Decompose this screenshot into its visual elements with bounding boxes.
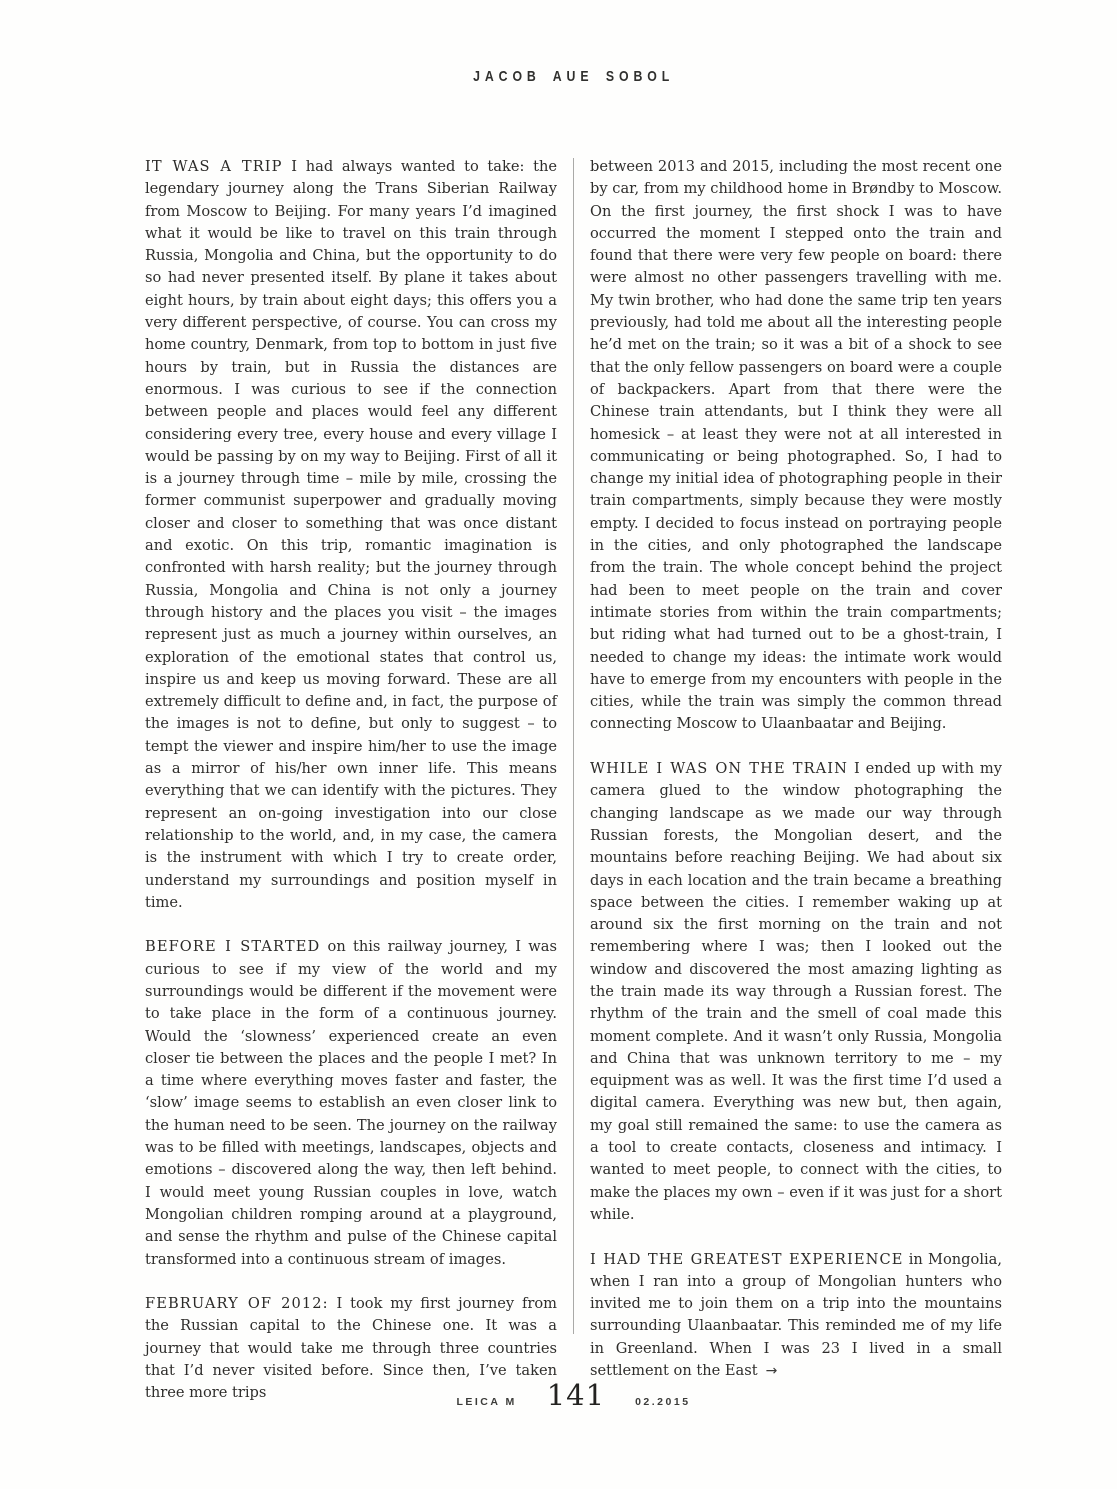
paragraph-text: between 2013 and 2015, including the most recent one by car, from my childhood home in Brøndby to Moscow. On the first journey, the first shock I was to have occurred the moment I stepped onto the train and found that there were very few people on board: there were almost no other passengers travelling with me. My twin brother, who had done the same trip ten years previously, had told me about all the interesting people he’d met on the train; so it was a bit of a shock to see that the only fellow passengers on board were a couple of backpackers. Apart from that there were the Chinese train attendants, but I think they were all homesick – at least they were not at all interested in communicating or being photographed. So, I had to change my initial idea of photographing people in their train compartments, simply because they were mostly empty. I decided to focus instead on portraying people in the cities, and only photographed the landscape from the train. The whole concept behind the project had been to meet people on the train and cover intimate stories from within the train compartments; but riding what had turned out to be a ghost-train, I needed to change my ideas: the intimate work would have to emerge from my encounters with people in the cities, while the train was simply the common thread connecting Moscow to Ulaanbaatar and Beijing. [590, 158, 1002, 733]
magazine-label: LEICA M [456, 1396, 517, 1408]
paragraph-lead: FEBRUARY OF 2012: [145, 1295, 329, 1313]
continuation-arrow-icon: → [765, 1363, 778, 1380]
paragraph-lead: I HAD THE GREATEST EXPERIENCE [590, 1250, 904, 1268]
issue-date: 02.2015 [635, 1396, 691, 1408]
author-title: JACOB AUE SOBOL [472, 68, 675, 85]
paragraph [590, 758, 1002, 1226]
paragraph [145, 156, 557, 914]
column-divider [573, 158, 574, 1334]
page-header [145, 66, 1002, 85]
page-number: 141 [546, 1378, 606, 1412]
paragraph-lead: WHILE I WAS ON THE TRAIN [590, 760, 849, 778]
page-footer [145, 1378, 1002, 1412]
paragraph-text: I ended up with my camera glued to the window photographing the changing landscape as we made our way through Russian forests, the Mongolian desert, and the mountains before reaching Beijing. We had about six days in each location and the train became a breathing space between the cities. I remember waking up at around six the first morning on the train and not remembering where I was; then I looked out the window and discovered the most amazing lighting as the train made its way through a Russian forest. The rhythm of the train and the smell of coal made this moment complete. And it wasn’t only Russia, Mongolia and China that was unknown territory to me – my equipment was as well. It was the first time I’d used a digital camera. Everything was new but, then again, my goal still remained the same: to use the camera as a tool to create contacts, closeness and intimacy. I wanted to meet people, to connect with the cities, to make the places my own – even if it was just for a short while. [590, 760, 1002, 1223]
paragraph [590, 1249, 1002, 1383]
paragraph-lead: IT WAS A TRIP [145, 158, 283, 175]
paragraph [145, 936, 557, 1270]
paragraph-text: I had always wanted to take: the legendary journey along the Trans Siberian Railway from Moscow to Beijing. For many years I’d imagined what it would be like to travel on this train through Russia, Mongolia and China, but the opportunity to do so had never presented itself. By plane it takes about eight hours, by train about eight days; this offers you a very different perspective, of course. You can cross my home country, Denmark, from top to bottom in just five hours by train, but in Russia the distances are enormous. I was curious to see if the connection between people and places would feel any different considering every tree, every house and every village I would be passing by on my way to Beijing. First of all it is a journey through time – mile by mile, crossing the former communist superpower and gradually moving closer and closer to something that was once distant and exotic. On this trip, romantic imagination is confronted with harsh reality; but the journey through Russia, Mongolia and China is not only a journey through history and the places you visit – the images represent just as much a journey within ourselves, an exploration of the emotional states that control us, inspire us and keep us moving forward. These are all extremely difficult to define and, in fact, the purpose of the images is not to define, but only to suggest – to tempt the viewer and inspire him/her to use the image as a mirror of his/her own inner life. This means everything that we can identify with the pictures. They represent an on-going investigation into our close relationship to the world, and, in my case, the camera is the instrument with which I try to create order, understand my surroundings and position myself in time. [145, 158, 558, 911]
paragraph [590, 156, 1002, 736]
paragraph-lead: BEFORE I STARTED [145, 938, 321, 956]
paragraph-text: on this railway journey, I was curious to see if my view of the world and my surroundings would be different if the movement were to take place in the form of a continuous journey. Would the ‘slowness’ experienced create an even closer tie between the places and the people I met? In a time where everything moves faster and faster, the ‘slow’ image seems to establish an even closer link to the human need to be seen. The journey on the railway was to be filled with meetings, landscapes, objects and emotions – discovered along the way, then left behind. I would meet young Russian couples in love, watch Mongolian children romping around at a playground, and sense the rhythm and pulse of the Chinese capital transformed into a continuous stream of images. [145, 938, 557, 1268]
article-content [145, 156, 1002, 1405]
column-left [145, 156, 557, 1405]
paragraph-text: in Mongolia, when I ran into a group of Mongolian hunters who invited me to join them on a trip into the mountains surrounding Ulaanbaatar. This reminded me of my life in Greenland. When I was 23 I lived in a small settlement on the East [590, 1250, 1002, 1380]
paragraph-text: I took my first journey from the Russian capital to the Chinese one. It was a journey that would take me through three countries that I’d never visited before. Since then, I’ve taken three more trips [145, 1295, 557, 1402]
column-right [590, 156, 1002, 1405]
